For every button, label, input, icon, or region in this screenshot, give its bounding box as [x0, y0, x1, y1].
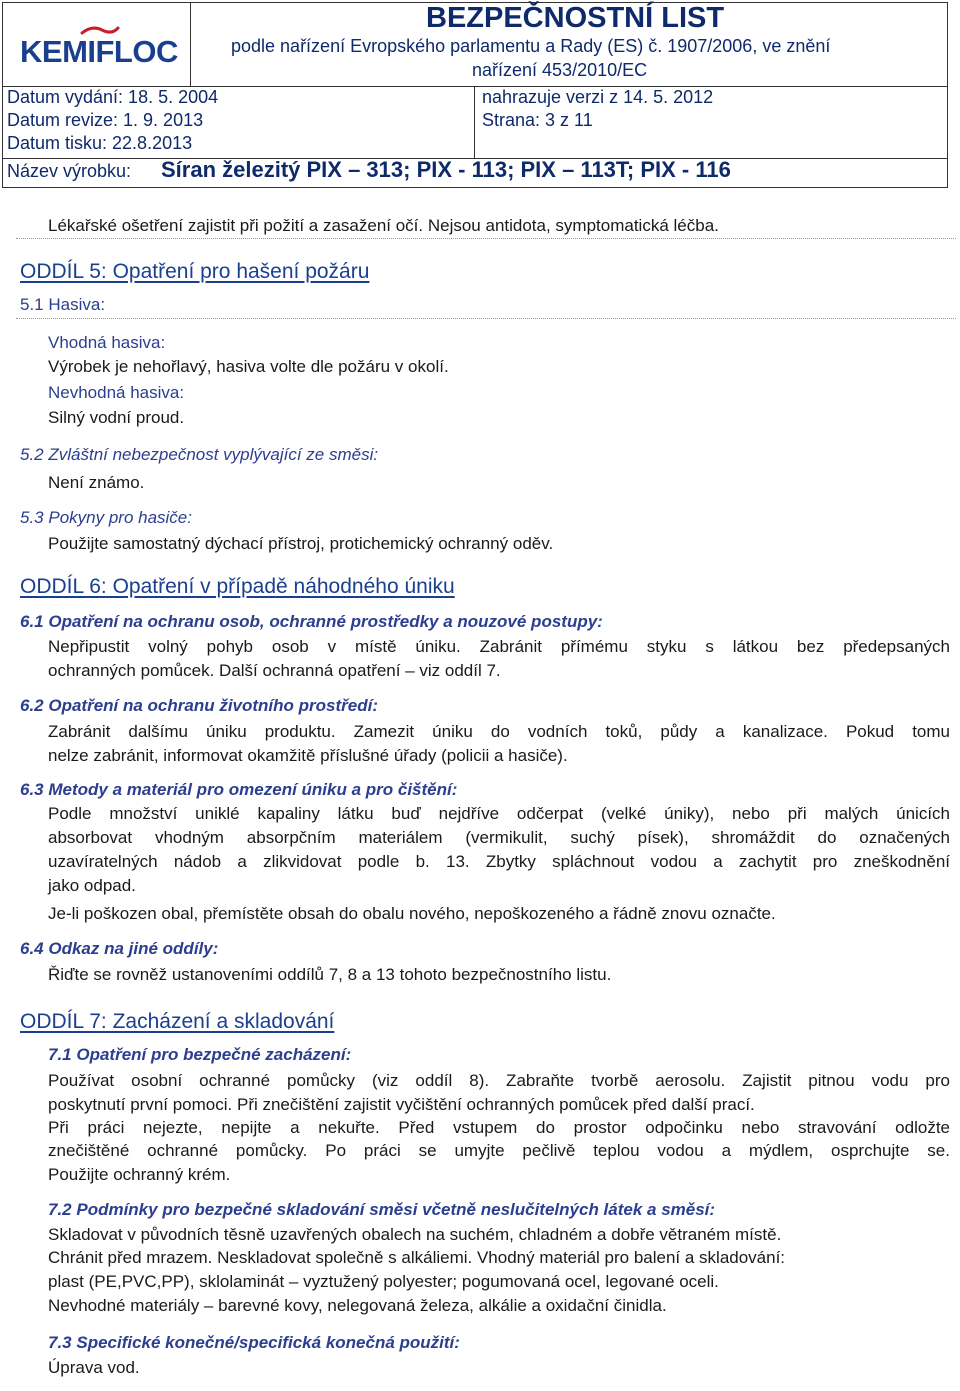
section-5-title: ODDÍL 5: Opatření pro hašení požáru — [20, 260, 370, 283]
text-7-2-line-2: Chránit před mrazem. Neskladovat společně s alkáliemi. Vhodný materiál pro balení a skladování: — [48, 1248, 786, 1267]
subsection-6-1: 6.1 Opatření na ochranu osob, ochranné prostředky a nouzové postupy: — [20, 612, 603, 631]
text-7-2-line-3: plast (PE,PVC,PP), sklolaminát – vyztužený polyester; pogumovaná ocel, legované oceli. — [48, 1272, 719, 1291]
text-7-3: Úprava vod. — [48, 1358, 140, 1377]
suitable-label: Vhodná hasiva: — [48, 333, 166, 352]
text-7-1-line-3: Při práci nejezte, nepijte a nekuřte. Před vstupem do prostor odpočinku nebo stravování odložte — [48, 1118, 950, 1137]
subsection-6-4: 6.4 Odkaz na jiné oddíly: — [20, 939, 219, 958]
subsection-7-3: 7.3 Specifické konečné/specifická konečná použití: — [48, 1333, 460, 1352]
text-5-3: Použijte samostatný dýchací přístroj, protichemický ochranný oděv. — [48, 534, 554, 553]
replaces-version: nahrazuje verzi z 14. 5. 2012 — [482, 87, 714, 107]
section-7-title: ODDÍL 7: Zacházení a skladování — [20, 1010, 335, 1033]
product-label: Název výrobku: — [7, 161, 132, 181]
product-name: Síran železitý PIX – 313; PIX - 113; PIX – 113T; PIX - 116 — [161, 157, 731, 182]
suitable-text: Výrobek je nehořlavý, hasiva volte dle požáru v okolí. — [48, 357, 449, 376]
text-6-3-line-4: jako odpad. — [48, 876, 136, 895]
text-6-2-line-2: nelze zabránit, informovat okamžitě příslušné úřady (policii a hasiče). — [48, 746, 568, 765]
dotted-divider — [16, 318, 956, 319]
text-6-2-line-1: Zabránit dalšímu úniku produktu. Zamezit úniku do vodních toků, půdy a kanalizace. Pokud tomu — [48, 722, 950, 741]
text-6-4: Řiďte se rovněž ustanoveními oddílů 7, 8 a 13 tohoto bezpečnostního listu. — [48, 965, 612, 984]
first-aid-text: Lékařské ošetření zajistit při požití a zasažení očí. Nejsou antidota, symptomatická léčba. — [48, 216, 719, 235]
kemifloc-logo — [20, 12, 180, 76]
doc-title: BEZPEČNOSTNÍ LIST — [426, 2, 725, 34]
text-6-1-line-2: ochranných pomůcek. Další ochranná opatření – viz oddíl 7. — [48, 661, 501, 680]
text-6-3-line-3: uzavíratelných nádob a zlikvidovat podle b. 13. Zbytky spláchnout vodou a zachytit pro zneškodnění — [48, 852, 950, 871]
subsection-5-2: 5.2 Zvláštní nebezpečnost vyplývající ze směsi: — [20, 445, 379, 464]
regulation-line-1: podle nařízení Evropského parlamentu a Rady (ES) č. 1907/2006, ve znění — [231, 36, 831, 56]
section-6-title: ODDÍL 6: Opatření v případě náhodného úniku — [20, 575, 455, 598]
text-6-1-line-1: Nepřipustit volný pohyb osob v místě úniku. Zabránit přímému styku s látkou bez předepsaných — [48, 637, 950, 656]
issue-date: Datum vydání: 18. 5. 2004 — [7, 87, 219, 107]
subsection-5-1: 5.1 Hasiva: — [20, 295, 106, 314]
logo-text: KEMIFLOC — [20, 34, 178, 69]
text-7-1-line-4: znečištěné ochranné pomůcky. Po práci se umyjte pečlivě teplou vodou a mýdlem, osprchujte se. — [48, 1141, 950, 1160]
text-5-2: Není známo. — [48, 473, 145, 492]
text-7-1-line-1: Používat osobní ochranné pomůcky (viz oddíl 8). Zabraňte tvorbě aerosolu. Zajistit pitnou vodu pro — [48, 1071, 950, 1090]
text-7-2-line-1: Skladovat v původních těsně uzavřených obalech na suchém, chladném a dobře větraném místě. — [48, 1225, 782, 1244]
subsection-6-2: 6.2 Opatření na ochranu životního prostředí: — [20, 696, 378, 715]
revision-date: Datum revize: 1. 9. 2013 — [7, 110, 204, 130]
text-6-3-line-5: Je-li poškozen obal, přemístěte obsah do obalu nového, nepoškozeného a řádně znovu označte. — [48, 904, 776, 923]
text-7-2-line-4: Nevhodné materiály – barevné kovy, nelegovaná železa, alkálie a oxidační činidla. — [48, 1296, 667, 1315]
text-7-1-line-5: Použijte ochranný krém. — [48, 1165, 231, 1184]
text-7-1-line-2: poskytnutí první pomoci. Při znečištění zajistit vyčištění ochranných pomůcek před další prací. — [48, 1095, 755, 1114]
subsection-7-2: 7.2 Podmínky pro bezpečné skladování směsi včetně neslučitelných látek a směsí: — [48, 1200, 716, 1219]
text-6-3-line-2: absorbovat vhodným absorpčním materiálem (vermikulit, suchý písek), shromáždit do označených — [48, 828, 950, 847]
subsection-5-3: 5.3 Pokyny pro hasiče: — [20, 508, 192, 527]
unsuitable-text: Silný vodní proud. — [48, 408, 185, 427]
dotted-divider — [16, 238, 956, 239]
unsuitable-label: Nevhodná hasiva: — [48, 383, 185, 402]
divider — [190, 2, 191, 86]
divider — [474, 86, 475, 158]
page-number: Strana: 3 z 11 — [482, 110, 593, 130]
subsection-7-1: 7.1 Opatření pro bezpečné zacházení: — [48, 1045, 352, 1064]
regulation-line-2: nařízení 453/2010/EC — [472, 60, 648, 80]
subsection-6-3: 6.3 Metody a materiál pro omezení úniku a pro čištění: — [20, 780, 458, 799]
print-date: Datum tisku: 22.8.2013 — [7, 133, 193, 153]
text-6-3-line-1: Podle množství uniklé kapaliny látku buď nejdříve odčerpat (velké úniky), nebo při malých únicích — [48, 804, 950, 823]
